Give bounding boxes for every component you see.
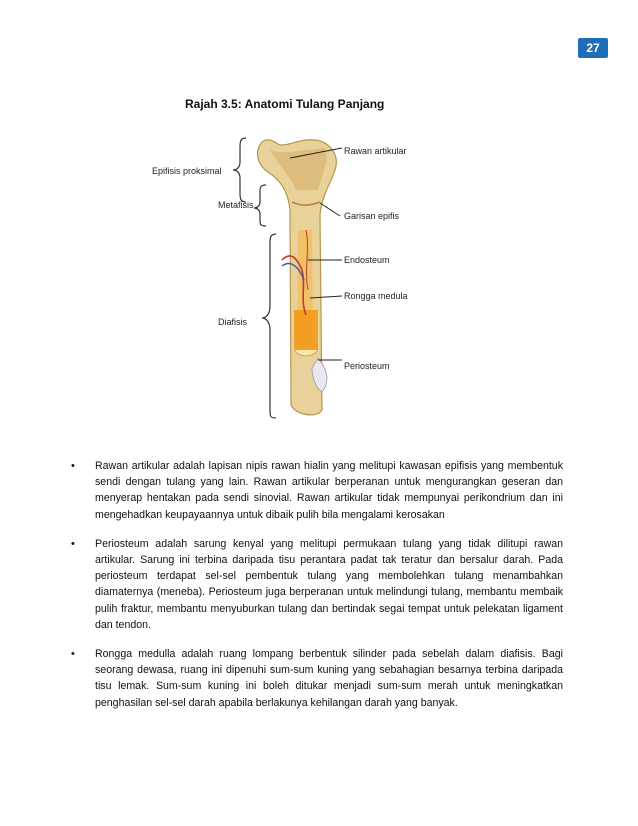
bullet-text: Periosteum adalah sarung kenyal yang melitupi permukaan tulang yang tidak dilitupi rawan artikular. Sarung ini terbina daripada tisu perantara padat tak teratur dan bersalur darah. Pada periosteum terdapat sel-sel pembentuk tulang yang membolehkan tulang menambahkan diamaternya (meneba). Periosteum juga berperanan untuk melindungi tulang, membantu membaik pulih fraktur, membantu menyuburkan tulang dan bertindak segai tempat untuk pelekatan ligament dan tendon. bbox=[95, 537, 563, 631]
bullet-dot-icon: • bbox=[71, 460, 75, 472]
figure-title: Rajah 3.5: Anatomi Tulang Panjang bbox=[185, 97, 385, 111]
label-endosteum: Endosteum bbox=[344, 255, 390, 265]
bullet-list bbox=[71, 458, 563, 724]
bullet-dot-icon: • bbox=[71, 648, 75, 661]
label-rawan-artikular: Rawan artikular bbox=[344, 146, 407, 156]
label-diafisis: Diafisis bbox=[218, 317, 248, 327]
bullet-text: Rongga medulla adalah ruang lompang berbentuk silinder pada sebelah dalam diafisis. Bagi seorang dewasa, ruang ini dipenuhi sum-sum kuning yang sebahagian besarnya terbina daripada tisu lemak. Sum-sum kuning ini boleh ditukar menjadi sum-sum merah untuk meningkatkan penghasilan sel-sel darah apabila berlakunya kehilangan darah yang banyak. bbox=[95, 648, 563, 709]
label-garisan-epifis: Garisan epifis bbox=[344, 211, 400, 221]
bullet-item-rawan bbox=[71, 458, 563, 523]
bone-anatomy-diagram bbox=[0, 120, 638, 440]
label-rongga-medula: Rongga medula bbox=[344, 291, 408, 301]
left-brackets bbox=[233, 138, 276, 418]
bullet-dot-icon: • bbox=[71, 537, 75, 550]
label-epifisis-proksimal: Epifisis proksimal bbox=[152, 166, 222, 176]
bullet-item-periosteum bbox=[71, 536, 563, 633]
page-number-badge: 27 bbox=[578, 38, 608, 58]
bullet-text: Rawan artikular adalah lapisan nipis rawan hialin yang melitupi kawasan epifisis yang membentuk sendi dengan tulang yang lain. Rawan artikular berperanan untuk mengurangkan geseran dan menyerap hentakan pada sendi sinovial. Rawan artikular tidak mempunyai perikondrium dan ini mengehadkan keupayaannya untuk dibaik pulih bila mengalami kerosakan bbox=[95, 460, 563, 521]
label-metafisis: Metafisis bbox=[218, 200, 254, 210]
label-periosteum: Periosteum bbox=[344, 361, 390, 371]
bullet-item-rongga bbox=[71, 646, 563, 711]
